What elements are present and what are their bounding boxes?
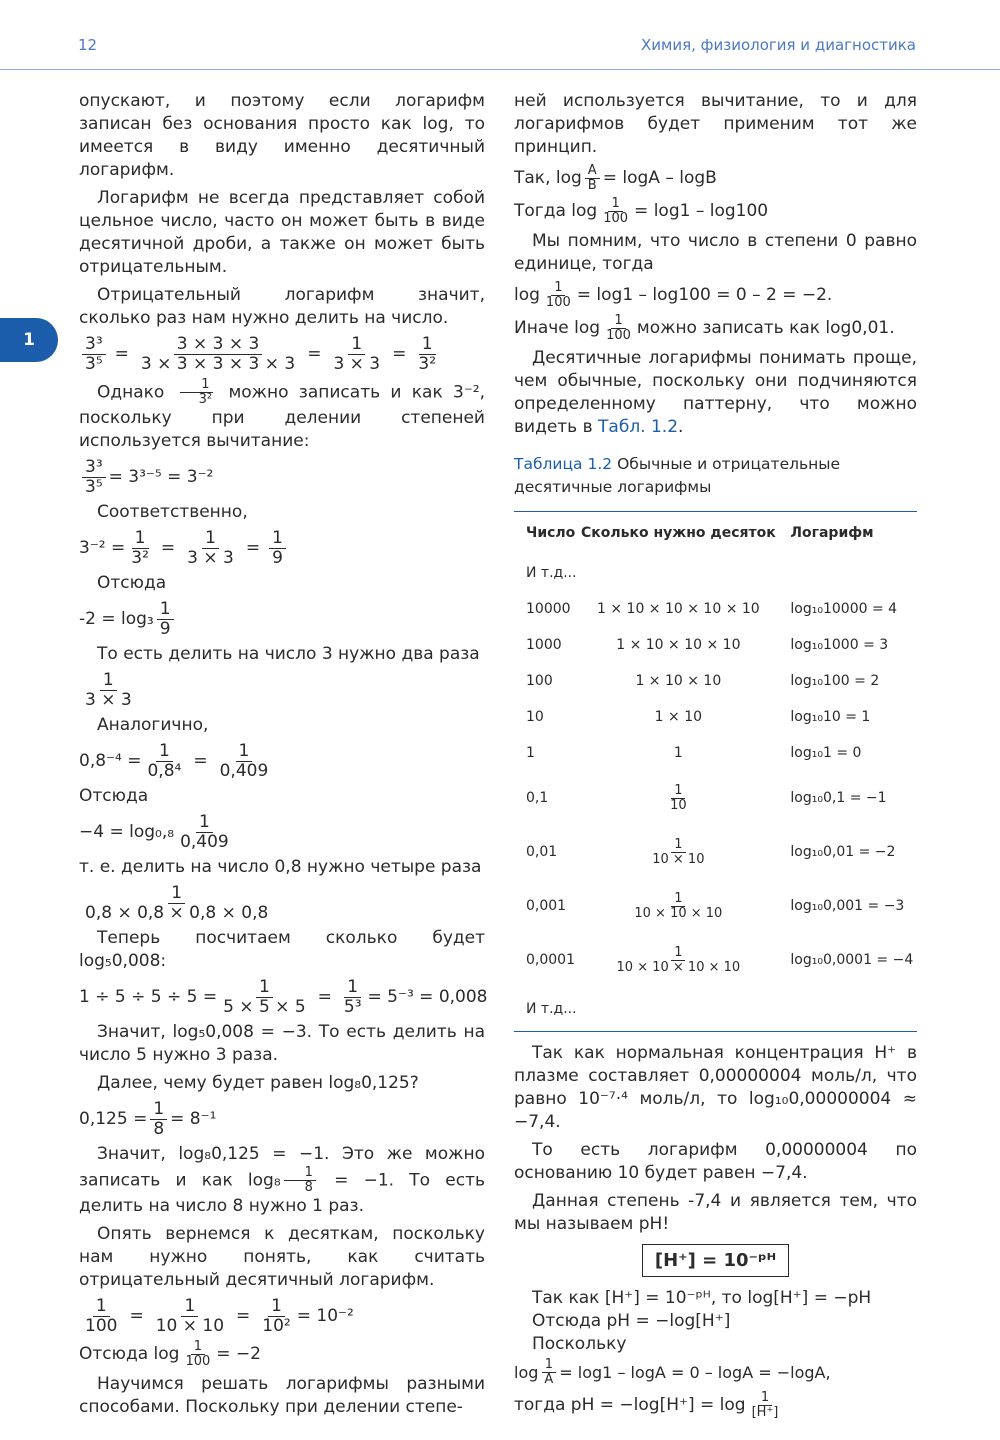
ph-formula-box: [H⁺] = 10⁻ᵖᴴ	[514, 1244, 917, 1277]
table-row: И т.д...	[526, 564, 577, 581]
equation: 1 3 × 3	[85, 670, 132, 710]
paragraph: Данная степень -7,4 и является тем, что мы называем pH!	[514, 1191, 917, 1234]
paragraph: То есть логарифм 0,00000004 по основанию 10 будет равен −7,4.	[514, 1140, 917, 1183]
equation: Иначе log 1 100 можно записать как log0,01.	[514, 313, 895, 343]
equation: Тогда log $\frac{1}{100}$ = log1 – log100	[514, 196, 769, 226]
paragraph: Логарифм не всегда представляет собой цельное число, часто он может быть в виде десятичной дроби, а также он может быть отрицательным.	[79, 188, 485, 277]
paragraph: Далее, чему будет равен log₈0,125?	[97, 1073, 419, 1093]
left-column	[79, 90, 488, 1424]
right-column	[514, 90, 917, 1424]
equation: Так, log $\frac{A}{B}$ = logA – logB	[514, 163, 717, 193]
paragraph: То есть делить на число 3 нужно два раза	[97, 644, 480, 664]
equation: 1 ÷ 5 ÷ 5 ÷ 5 = $\frac{1}{5 \times 5 \times 5}$ = $\frac{1}{\text{5³}}$ = 5⁻³ = 0,008	[79, 977, 488, 1017]
equation: log $\frac{1}{A}$ = log1 – logA = 0 – logA = −logA,	[514, 1357, 831, 1387]
paragraph: Опять вернемся к десяткам, поскольку нам нужно понять, как считать отрицательный десятичный логарифм.	[79, 1224, 485, 1290]
paragraph: Отсюда	[79, 786, 149, 806]
equation: -2 = log₃ 1 9	[79, 600, 485, 639]
paragraph: Научимся решать логарифмы разными способами. Поскольку при делении степе-	[79, 1374, 485, 1417]
table-row: И т.д...	[514, 987, 917, 1032]
table-row: 1 1 log₁₀1 = 0	[526, 744, 862, 761]
table-header: Число	[514, 512, 578, 556]
paragraph: Значит, log₅0,008 = −3. То есть делить на число 5 нужно 3 раза.	[79, 1022, 485, 1065]
table-row: 0,001 $\frac{1}{10 \times 10 \times 10}$ log₁₀0,001 = −3	[526, 890, 905, 921]
paragraph: Мы помним, что число в степени 0 равно единице, тогда	[514, 231, 917, 274]
equation: 3⁻² = $\frac{1}{\text{3²}}$ = $\frac{1}{3 \times 3}$ = $\frac{1}{9}$	[79, 529, 485, 568]
paragraph: Отсюда pH = −log[H⁺]	[532, 1311, 731, 1331]
table-row: 0,01 $\frac{1}{10 \times 10}$ log₁₀0,01 = −2	[526, 836, 896, 867]
paragraph: Отсюда	[97, 573, 167, 593]
paragraph: Значит, log₈0,125 = −1. Это же можно записать и как log₈ $\frac{1}{8}$ = −1. То есть делить на число 8 нужно 1 раз.	[79, 1144, 486, 1216]
table-row: 1000 1 × 10 × 10 × 10 log₁₀1000 = 3	[526, 636, 889, 653]
equation: Отсюда log $\frac{1}{100}$ = −2	[79, 1339, 261, 1369]
equation: $\frac{\text{3³}}{\text{3⁵}}$ = 3³⁻⁵ = 3⁻²	[79, 458, 485, 497]
paragraph: Однако $\frac{1}{\text{3²}}$ можно записать и как 3⁻², поскольку при делении степеней используется вычитание:	[79, 377, 486, 451]
equation: тогда pH = −log[H⁺] = log 1 [H⁺]	[514, 1390, 779, 1420]
paragraph: Аналогично,	[97, 715, 209, 735]
paragraph: ней используется вычитание, то и для логарифмов будет применим тот же принцип.	[514, 91, 917, 157]
equation: −4 = log₀,₈ 1 0,409	[79, 812, 229, 852]
table-row: 10 1 × 10 log₁₀10 = 1	[526, 708, 871, 725]
page-number: 12	[78, 36, 98, 54]
paragraph: Десятичные логарифмы понимать проще, чем обычные, поскольку они подчиняются определенному паттерну, что можно видеть в Табл. 1.2.	[514, 348, 917, 437]
paragraph: Отрицательный логарифм значит, сколько раз нам нужно делить на число.	[79, 285, 485, 328]
table-row: 0,1 $\frac{1}{10}$ log₁₀0,1 = −1	[526, 782, 887, 813]
paragraph: Теперь посчитаем сколько будет log₅0,008:	[79, 928, 485, 971]
chapter-tab[interactable]: 1	[0, 318, 58, 362]
paragraph: Так как [H⁺] = 10⁻ᵖᴴ, то log[H⁺] = −pH	[532, 1288, 872, 1308]
log-table	[514, 511, 917, 1032]
table-header: Логарифм	[778, 512, 917, 556]
equation: 0,125 = $\frac{1}{8}$ = 8⁻¹	[79, 1099, 217, 1139]
header-rule	[0, 69, 1000, 70]
equation: log $\frac{1}{100}$ = log1 – log100 = 0 – 2 = −2.	[514, 280, 833, 310]
table-row: 0,0001 $\frac{1}{10 \times 10 \times 10 \times 10}$ log₁₀0,0001 = −4	[526, 944, 914, 975]
table-row: 100 1 × 10 × 10 log₁₀100 = 2	[526, 672, 880, 689]
paragraph: опускают, и поэтому если логарифм записан без основания просто как log, то имеется в виду именно десятичный логарифм.	[79, 91, 485, 180]
running-title: Химия, физиология и диагностика	[641, 36, 916, 54]
equation: 1 0,8 × 0,8 × 0,8 × 0,8	[85, 883, 269, 923]
table-link[interactable]: Табл. 1.2	[598, 417, 679, 437]
table-caption: Таблица 1.2 Обычные и отрицательные десятичные логарифмы	[514, 455, 841, 496]
equation: $\frac{\text{3³}}{\text{3⁵}}$ = $\frac{3 \times 3 \times 3}{3 \times 3 \times 3 \times 3 \times 3}$ = $\frac{1}{3 \times 3}$ = $\frac{1}{\text{3²}}$	[79, 335, 485, 374]
table-row: 10000 1 × 10 × 10 × 10 × 10 log₁₀10000 = 4	[526, 600, 898, 617]
table-header: Сколько нужно десяток	[578, 512, 778, 556]
paragraph: Соответственно,	[97, 502, 248, 522]
equation: $\frac{1}{100}$ = $\frac{1}{10 \times 10}$ = $\frac{1}{\text{10²}}$ = 10⁻²	[85, 1296, 354, 1336]
paragraph: Поскольку	[532, 1334, 627, 1354]
paragraph: Так как нормальная концентрация H⁺ в плазме составляет 0,00000004 моль/л, что равно 10⁻⁷·⁴ моль/л, то log₁₀0,00000004 ≈ −7,4.	[514, 1043, 917, 1132]
paragraph: т. е. делить на число 0,8 нужно четыре раза	[79, 857, 482, 877]
equation: 0,8⁻⁴ = $\frac{1}{\text{0,8⁴}}$ = $\frac{1}{0,409}$	[79, 741, 269, 781]
